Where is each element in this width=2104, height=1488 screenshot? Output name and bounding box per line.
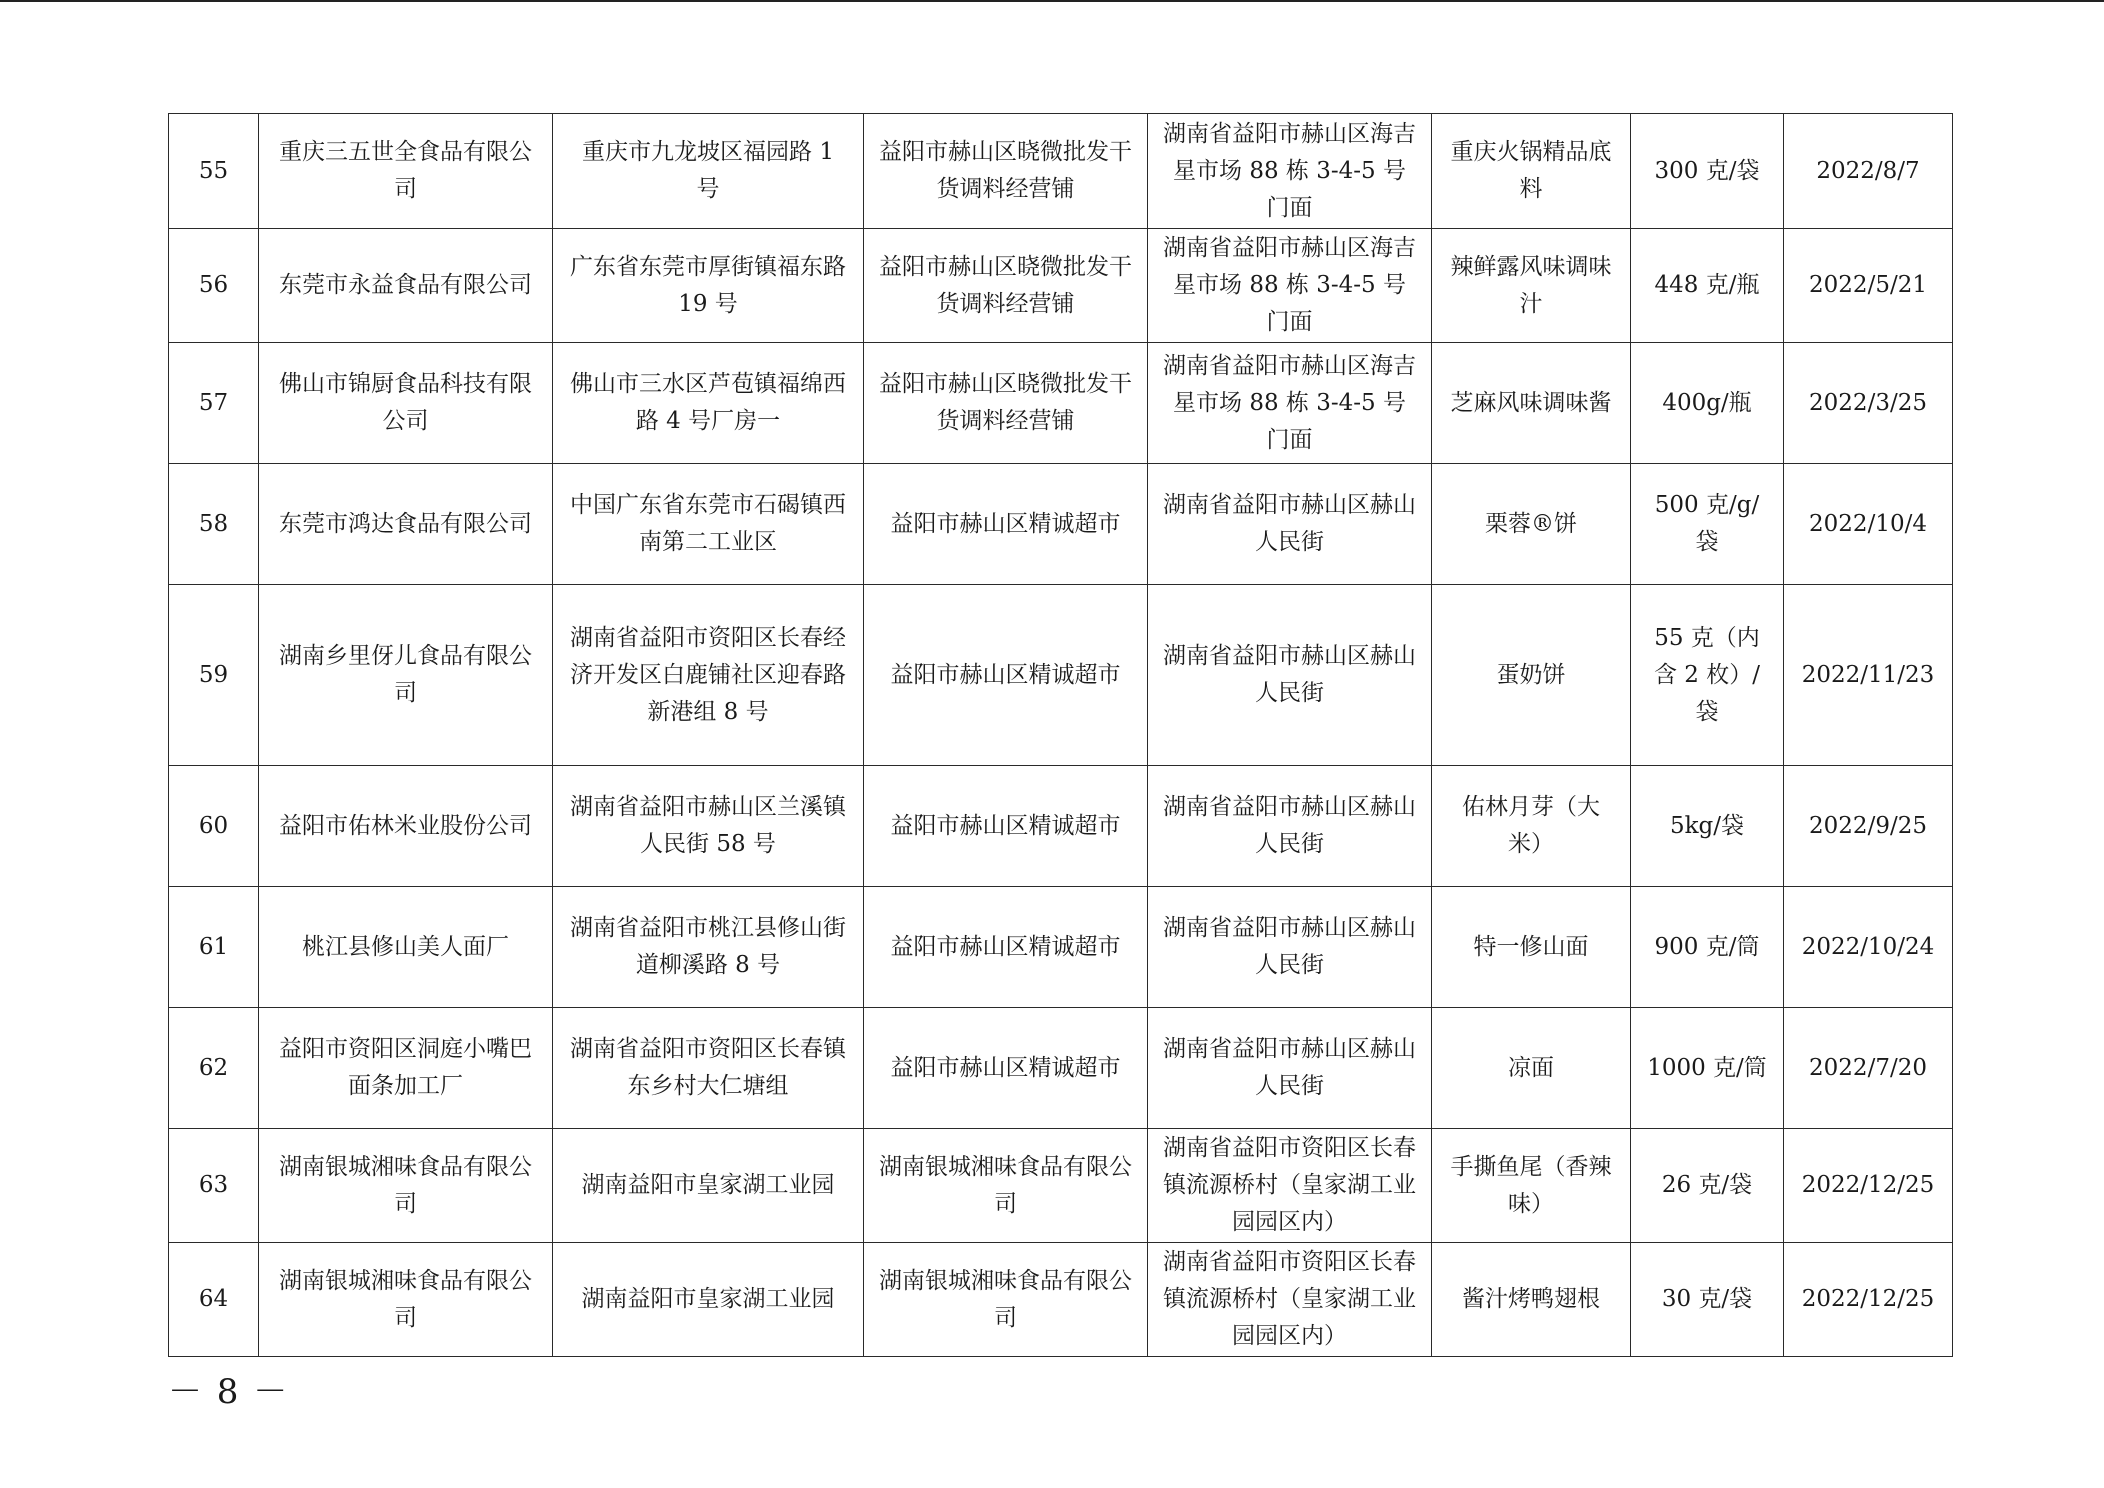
sampled-unit-address: 湖南省益阳市赫山区赫山人民街 xyxy=(1148,766,1432,887)
sampled-unit-name: 益阳市赫山区精诚超市 xyxy=(864,887,1148,1008)
product-spec: 30 克/袋 xyxy=(1631,1243,1784,1357)
production-date: 2022/8/7 xyxy=(1784,114,1953,229)
table-row xyxy=(169,766,1953,887)
sampled-unit-name: 湖南银城湘味食品有限公司 xyxy=(864,1129,1148,1243)
production-date: 2022/12/25 xyxy=(1784,1243,1953,1357)
row-number: 56 xyxy=(169,229,259,343)
row-number: 63 xyxy=(169,1129,259,1243)
page-number: － 8 － xyxy=(168,1372,290,1412)
product-name: 栗蓉®饼 xyxy=(1432,464,1631,585)
sampling-results-table xyxy=(168,113,1953,1357)
manufacturer-name: 重庆三五世全食品有限公司 xyxy=(259,114,553,229)
sampled-unit-address: 湖南省益阳市赫山区赫山人民街 xyxy=(1148,464,1432,585)
manufacturer-name: 东莞市鸿达食品有限公司 xyxy=(259,464,553,585)
production-date: 2022/9/25 xyxy=(1784,766,1953,887)
production-date: 2022/5/21 xyxy=(1784,229,1953,343)
product-spec: 5kg/袋 xyxy=(1631,766,1784,887)
manufacturer-name: 东莞市永益食品有限公司 xyxy=(259,229,553,343)
product-name: 辣鲜露风味调味汁 xyxy=(1432,229,1631,343)
product-spec: 55 克（内含 2 枚）/袋 xyxy=(1631,585,1784,766)
manufacturer-address: 中国广东省东莞市石碣镇西南第二工业区 xyxy=(553,464,864,585)
sampled-unit-name: 益阳市赫山区精诚超市 xyxy=(864,585,1148,766)
manufacturer-address: 佛山市三水区芦苞镇福绵西路 4 号厂房一 xyxy=(553,343,864,464)
row-number: 61 xyxy=(169,887,259,1008)
product-spec: 400g/瓶 xyxy=(1631,343,1784,464)
product-name: 酱汁烤鸭翅根 xyxy=(1432,1243,1631,1357)
manufacturer-address: 湖南省益阳市资阳区长春镇东乡村大仁塘组 xyxy=(553,1008,864,1129)
manufacturer-address: 重庆市九龙坡区福园路 1 号 xyxy=(553,114,864,229)
table-row xyxy=(169,1129,1953,1243)
product-name: 重庆火锅精品底料 xyxy=(1432,114,1631,229)
sampled-unit-address: 湖南省益阳市赫山区海吉星市场 88 栋 3-4-5 号门面 xyxy=(1148,114,1432,229)
product-name: 特一修山面 xyxy=(1432,887,1631,1008)
manufacturer-address: 湖南益阳市皇家湖工业园 xyxy=(553,1243,864,1357)
row-number: 62 xyxy=(169,1008,259,1129)
production-date: 2022/12/25 xyxy=(1784,1129,1953,1243)
sampled-unit-name: 益阳市赫山区精诚超市 xyxy=(864,464,1148,585)
top-border-line xyxy=(0,0,2104,2)
sampled-unit-address: 湖南省益阳市赫山区海吉星市场 88 栋 3-4-5 号门面 xyxy=(1148,343,1432,464)
manufacturer-name: 益阳市资阳区洞庭小嘴巴面条加工厂 xyxy=(259,1008,553,1129)
row-number: 64 xyxy=(169,1243,259,1357)
sampled-unit-address: 湖南省益阳市赫山区赫山人民街 xyxy=(1148,1008,1432,1129)
production-date: 2022/7/20 xyxy=(1784,1008,1953,1129)
row-number: 59 xyxy=(169,585,259,766)
table-row xyxy=(169,464,1953,585)
table-row xyxy=(169,887,1953,1008)
product-name: 芝麻风味调味酱 xyxy=(1432,343,1631,464)
row-number: 55 xyxy=(169,114,259,229)
production-date: 2022/10/24 xyxy=(1784,887,1953,1008)
sampled-unit-name: 益阳市赫山区精诚超市 xyxy=(864,1008,1148,1129)
production-date: 2022/11/23 xyxy=(1784,585,1953,766)
manufacturer-address: 湖南省益阳市资阳区长春经济开发区白鹿铺社区迎春路新港组 8 号 xyxy=(553,585,864,766)
manufacturer-address: 湖南省益阳市桃江县修山街道柳溪路 8 号 xyxy=(553,887,864,1008)
sampled-unit-name: 益阳市赫山区晓微批发干货调料经营铺 xyxy=(864,114,1148,229)
product-name: 蛋奶饼 xyxy=(1432,585,1631,766)
product-name: 凉面 xyxy=(1432,1008,1631,1129)
table-row xyxy=(169,343,1953,464)
sampled-unit-address: 湖南省益阳市赫山区赫山人民街 xyxy=(1148,585,1432,766)
row-number: 57 xyxy=(169,343,259,464)
manufacturer-address: 湖南益阳市皇家湖工业园 xyxy=(553,1129,864,1243)
table-row xyxy=(169,114,1953,229)
production-date: 2022/3/25 xyxy=(1784,343,1953,464)
sampled-unit-address: 湖南省益阳市赫山区赫山人民街 xyxy=(1148,887,1432,1008)
row-number: 60 xyxy=(169,766,259,887)
manufacturer-address: 湖南省益阳市赫山区兰溪镇人民街 58 号 xyxy=(553,766,864,887)
manufacturer-name: 湖南银城湘味食品有限公司 xyxy=(259,1129,553,1243)
sampled-unit-name: 益阳市赫山区晓微批发干货调料经营铺 xyxy=(864,229,1148,343)
sampled-unit-address: 湖南省益阳市资阳区长春镇流源桥村（皇家湖工业园园区内） xyxy=(1148,1243,1432,1357)
table-row xyxy=(169,1008,1953,1129)
sampled-unit-name: 益阳市赫山区精诚超市 xyxy=(864,766,1148,887)
sampled-unit-name: 益阳市赫山区晓微批发干货调料经营铺 xyxy=(864,343,1148,464)
product-spec: 500 克/g/袋 xyxy=(1631,464,1784,585)
production-date: 2022/10/4 xyxy=(1784,464,1953,585)
table-row xyxy=(169,229,1953,343)
product-spec: 1000 克/筒 xyxy=(1631,1008,1784,1129)
manufacturer-name: 益阳市佑林米业股份公司 xyxy=(259,766,553,887)
table-row xyxy=(169,585,1953,766)
row-number: 58 xyxy=(169,464,259,585)
manufacturer-name: 佛山市锦厨食品科技有限公司 xyxy=(259,343,553,464)
table-row xyxy=(169,1243,1953,1357)
product-spec: 448 克/瓶 xyxy=(1631,229,1784,343)
sampled-unit-address: 湖南省益阳市赫山区海吉星市场 88 栋 3-4-5 号门面 xyxy=(1148,229,1432,343)
product-name: 手撕鱼尾（香辣味） xyxy=(1432,1129,1631,1243)
manufacturer-name: 桃江县修山美人面厂 xyxy=(259,887,553,1008)
product-spec: 300 克/袋 xyxy=(1631,114,1784,229)
sampled-unit-address: 湖南省益阳市资阳区长春镇流源桥村（皇家湖工业园园区内） xyxy=(1148,1129,1432,1243)
sampled-unit-name: 湖南银城湘味食品有限公司 xyxy=(864,1243,1148,1357)
manufacturer-address: 广东省东莞市厚街镇福东路 19 号 xyxy=(553,229,864,343)
manufacturer-name: 湖南银城湘味食品有限公司 xyxy=(259,1243,553,1357)
product-name: 佑林月芽（大米） xyxy=(1432,766,1631,887)
product-spec: 26 克/袋 xyxy=(1631,1129,1784,1243)
product-spec: 900 克/筒 xyxy=(1631,887,1784,1008)
manufacturer-name: 湖南乡里伢儿食品有限公司 xyxy=(259,585,553,766)
